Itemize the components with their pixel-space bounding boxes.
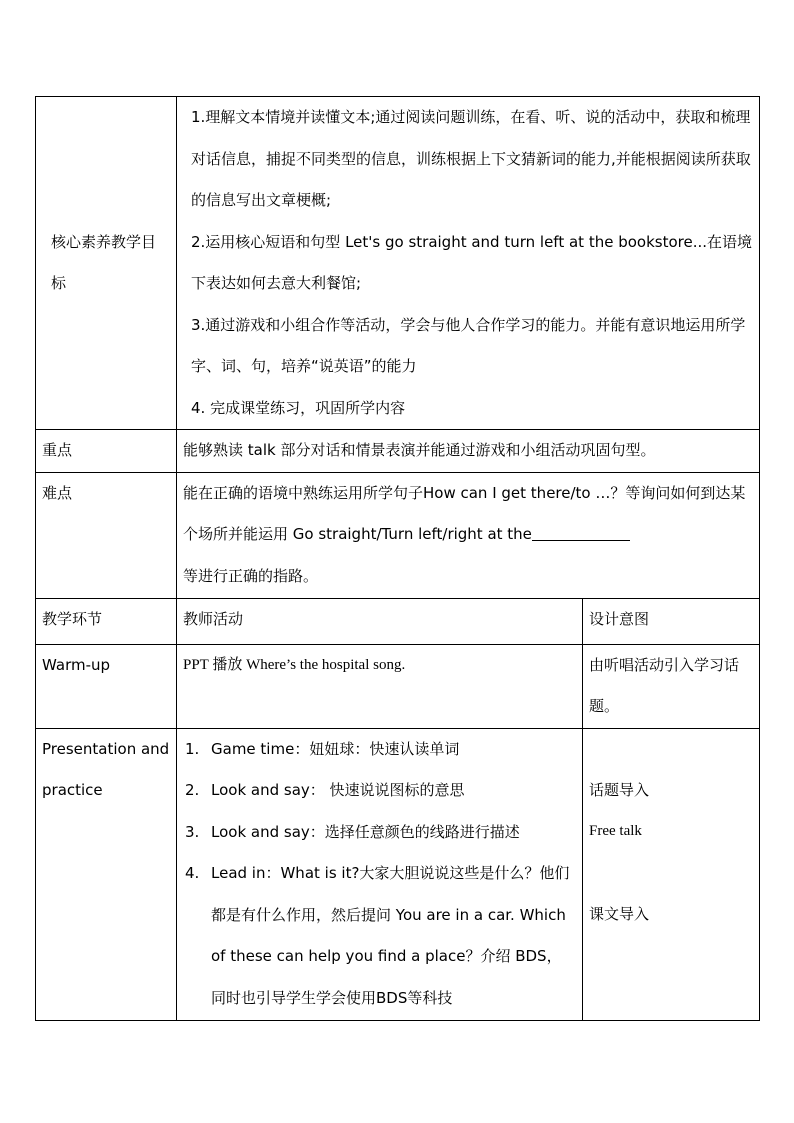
presentation-stage: Presentation and practice (42, 739, 170, 799)
stage-header-row (36, 598, 760, 644)
key-point-label: 重点 (42, 441, 73, 459)
activity-item-1 (185, 729, 576, 771)
activity-text: Lead in：What is it?大家大胆说说这些是什么？他们都是有什么作用，然后提问 You are in a car. Which of these can help you find a place？介绍 BDS，同时也引导学生学会使用BDS等科技 (211, 864, 570, 1007)
goal-item-2: 2.运用核心短语和句型 Let's go straight and turn left at the bookstore...在语境下表达如何去意大利餐馆; (191, 232, 753, 292)
activity-num: 4. (185, 864, 200, 882)
activity-num: 3. (185, 822, 200, 841)
presentation-purpose-cell (583, 728, 760, 1020)
warmup-stage: Warm-up (42, 655, 111, 674)
warmup-stage-cell (36, 644, 177, 728)
goals-label-cell (36, 97, 177, 430)
difficulty-label-cell (36, 472, 177, 598)
purpose-item-1: 话题导入 (589, 780, 650, 799)
goal-item-1: 1.理解文本情境并读懂文本;通过阅读问题训练，在看、听、说的活动中，获取和梳理对话信息，捕捉不同类型的信息，训练根据上下文猜新词的能力,并能根据阅读所获取的信息写出文章梗概; (191, 108, 751, 209)
fill-in-blank (532, 524, 630, 541)
presentation-row (36, 728, 760, 1020)
key-point-content-cell (177, 430, 760, 473)
purpose-item-3: 课文导入 (589, 905, 650, 923)
presentation-activity-cell (177, 728, 583, 1020)
header-stage-cell (36, 598, 177, 644)
warmup-row (36, 644, 760, 728)
goal-item-4: 4. 完成课堂练习，巩固所学内容 (191, 398, 406, 417)
lesson-plan-table (35, 96, 760, 1021)
difficulty-text-end: 等进行正确的指路。 (183, 566, 319, 585)
activity-item-2 (185, 770, 576, 812)
activity-num: 1. (185, 739, 200, 758)
difficulty-label: 难点 (42, 483, 73, 502)
warmup-purpose: 由听唱活动引入学习话题。 (589, 655, 740, 715)
purpose-spacer (589, 853, 753, 895)
presentation-stage-cell (36, 728, 177, 1020)
key-point-label-cell (36, 430, 177, 473)
activity-item-4 (185, 853, 576, 1019)
goals-content-cell (177, 97, 760, 430)
difficulty-row (36, 472, 760, 598)
difficulty-text: 能在正确的语境中熟练运用所学句子How can I get there/to …？等询问如何到达某个场所并能运用 Go straight/Turn left/right at the (183, 483, 746, 543)
warmup-activity: PPT 播放 Where’s the hospital song. (183, 656, 406, 673)
activity-text: Look and say： 快速说说图标的意思 (211, 781, 465, 799)
header-activity: 教师活动 (183, 609, 244, 628)
header-stage: 教学环节 (42, 609, 103, 628)
activity-num: 2. (185, 781, 200, 799)
warmup-purpose-cell (583, 644, 760, 728)
activity-text: Look and say：选择任意颜色的线路进行描述 (211, 822, 520, 841)
header-purpose-cell (583, 598, 760, 644)
purpose-item-2: Free talk (589, 823, 642, 839)
difficulty-content-cell (177, 472, 760, 598)
key-point-text: 能够熟读 talk 部分对话和情景表演并能通过游戏和小组活动巩固句型。 (183, 441, 656, 459)
goal-item-3: 3.通过游戏和小组合作等活动，学会与他人合作学习的能力。并能有意识地运用所学字、词、句，培养“说英语”的能力 (191, 315, 746, 375)
activity-text: Game time：妞妞球：快速认读单词 (211, 739, 460, 758)
warmup-activity-cell (177, 644, 583, 728)
key-point-row (36, 430, 760, 473)
goals-row (36, 97, 760, 430)
header-activity-cell (177, 598, 583, 644)
header-purpose: 设计意图 (589, 609, 650, 628)
goals-label: 核心素养教学目标 (51, 232, 157, 292)
activity-item-3 (185, 812, 576, 854)
